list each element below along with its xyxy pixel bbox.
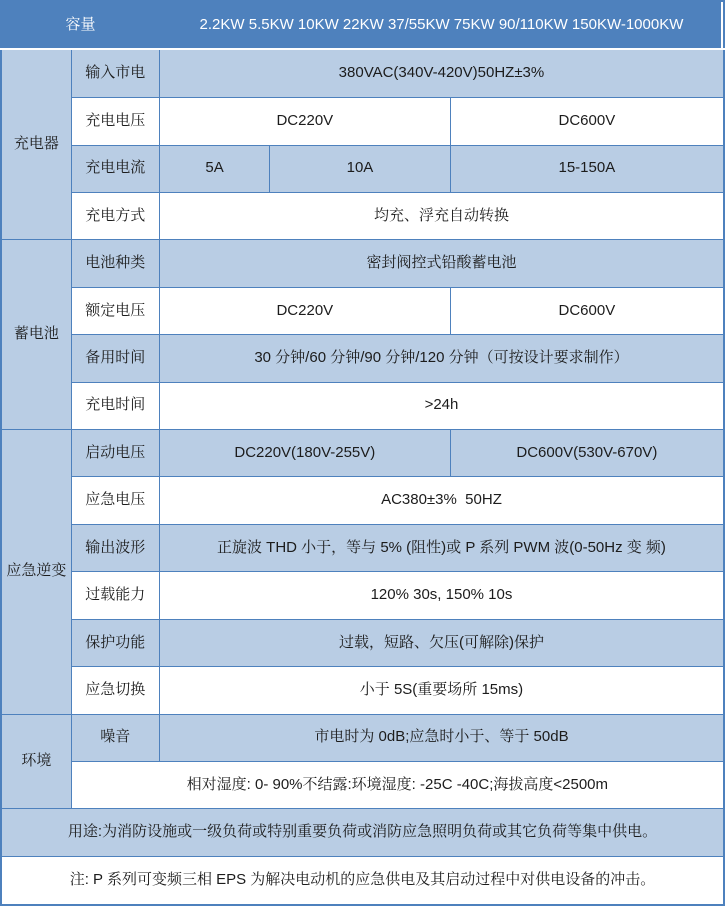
- table-row: [1, 335, 724, 382]
- spec-value-cell: DC600V: [450, 287, 724, 334]
- spec-value-cell: >24h: [159, 382, 724, 429]
- capacity-header-label: 容量: [1, 1, 159, 49]
- spec-label-cell: 额定电压: [71, 287, 159, 334]
- table-row: [1, 572, 724, 619]
- spec-value-cell: 均充、浮充自动转换: [159, 192, 724, 239]
- table-row: [1, 98, 724, 145]
- table-row: [1, 145, 724, 192]
- table-row: [1, 524, 724, 571]
- table-row: [1, 477, 724, 524]
- spec-value-cell: 380VAC(340V-420V)50HZ±3%: [159, 49, 724, 98]
- spec-value-cell: DC600V(530V-670V): [450, 430, 724, 477]
- table-row: [1, 49, 724, 98]
- spec-label-cell: 输出波形: [71, 524, 159, 571]
- spec-value-cell: 15-150A: [450, 145, 724, 192]
- spec-value-cell: 30 分钟/60 分钟/90 分钟/120 分钟（可按设计要求制作）: [159, 335, 724, 382]
- table-row: [1, 240, 724, 287]
- spec-label-cell: 充电电压: [71, 98, 159, 145]
- spec-value-cell: 过载，短路、欠压(可解除)保护: [159, 619, 724, 666]
- spec-value-cell: 10A: [270, 145, 450, 192]
- spec-value-cell: 正旋波 THD 小于，等与 5% (阻性)或 P 系列 PWM 波(0-50Hz 变 频): [159, 524, 724, 571]
- table-row: [1, 762, 724, 809]
- spec-label-cell: 过载能力: [71, 572, 159, 619]
- spec-value-cell: DC600V: [450, 98, 724, 145]
- table-row: [1, 714, 724, 761]
- usage-footnote: 用途:为消防设施或一级负荷或特别重要负荷或消防应急照明负荷或其它负荷等集中供电。: [1, 809, 724, 856]
- spec-label-cell: 噪音: [71, 714, 159, 761]
- section-cell-inverter: 应急逆变: [1, 430, 71, 715]
- table-row: [1, 430, 724, 477]
- spec-label-cell: 充电时间: [71, 382, 159, 429]
- spec-label-cell: 输入市电: [71, 49, 159, 98]
- table-row: [1, 809, 724, 856]
- spec-value-cell: 5A: [159, 145, 269, 192]
- spec-value-cell: 相对湿度: 0- 90%不结露:环境湿度: -25C -40C;海拔高度<2500m: [71, 762, 724, 809]
- table-row: [1, 619, 724, 666]
- spec-label-cell: 应急电压: [71, 477, 159, 524]
- spec-label-cell: 启动电压: [71, 430, 159, 477]
- spec-label-cell: 应急切换: [71, 667, 159, 714]
- spec-label-cell: 充电方式: [71, 192, 159, 239]
- spec-label-cell: 充电电流: [71, 145, 159, 192]
- table-row: [1, 192, 724, 239]
- spec-value-cell: AC380±3% 50HZ: [159, 477, 724, 524]
- spec-value-cell: 小于 5S(重要场所 15ms): [159, 667, 724, 714]
- section-cell-charger: 充电器: [1, 49, 71, 240]
- capacity-header-values: 2.2KW 5.5KW 10KW 22KW 37/55KW 75KW 90/110KW 150KW-1000KW: [159, 1, 724, 49]
- spec-label-cell: 保护功能: [71, 619, 159, 666]
- spec-value-cell: DC220V: [159, 287, 450, 334]
- capacity-header-row: [1, 1, 724, 49]
- spec-value-cell: 市电时为 0dB;应急时小于、等于 50dB: [159, 714, 724, 761]
- table-row: [1, 856, 724, 905]
- spec-label-cell: 电池种类: [71, 240, 159, 287]
- note-footnote: 注: P 系列可变频三相 EPS 为解决电动机的应急供电及其启动过程中对供电设备的冲击。: [1, 856, 724, 905]
- spec-value-cell: DC220V(180V-255V): [159, 430, 450, 477]
- table-row: [1, 382, 724, 429]
- section-cell-environment: 环境: [1, 714, 71, 809]
- table-row: [1, 667, 724, 714]
- table-row: [1, 287, 724, 334]
- spec-value-cell: DC220V: [159, 98, 450, 145]
- spec-label-cell: 备用时间: [71, 335, 159, 382]
- section-cell-battery: 蓄电池: [1, 240, 71, 430]
- spec-value-cell: 密封阀控式铅酸蓄电池: [159, 240, 724, 287]
- spec-value-cell: 120% 30s, 150% 10s: [159, 572, 724, 619]
